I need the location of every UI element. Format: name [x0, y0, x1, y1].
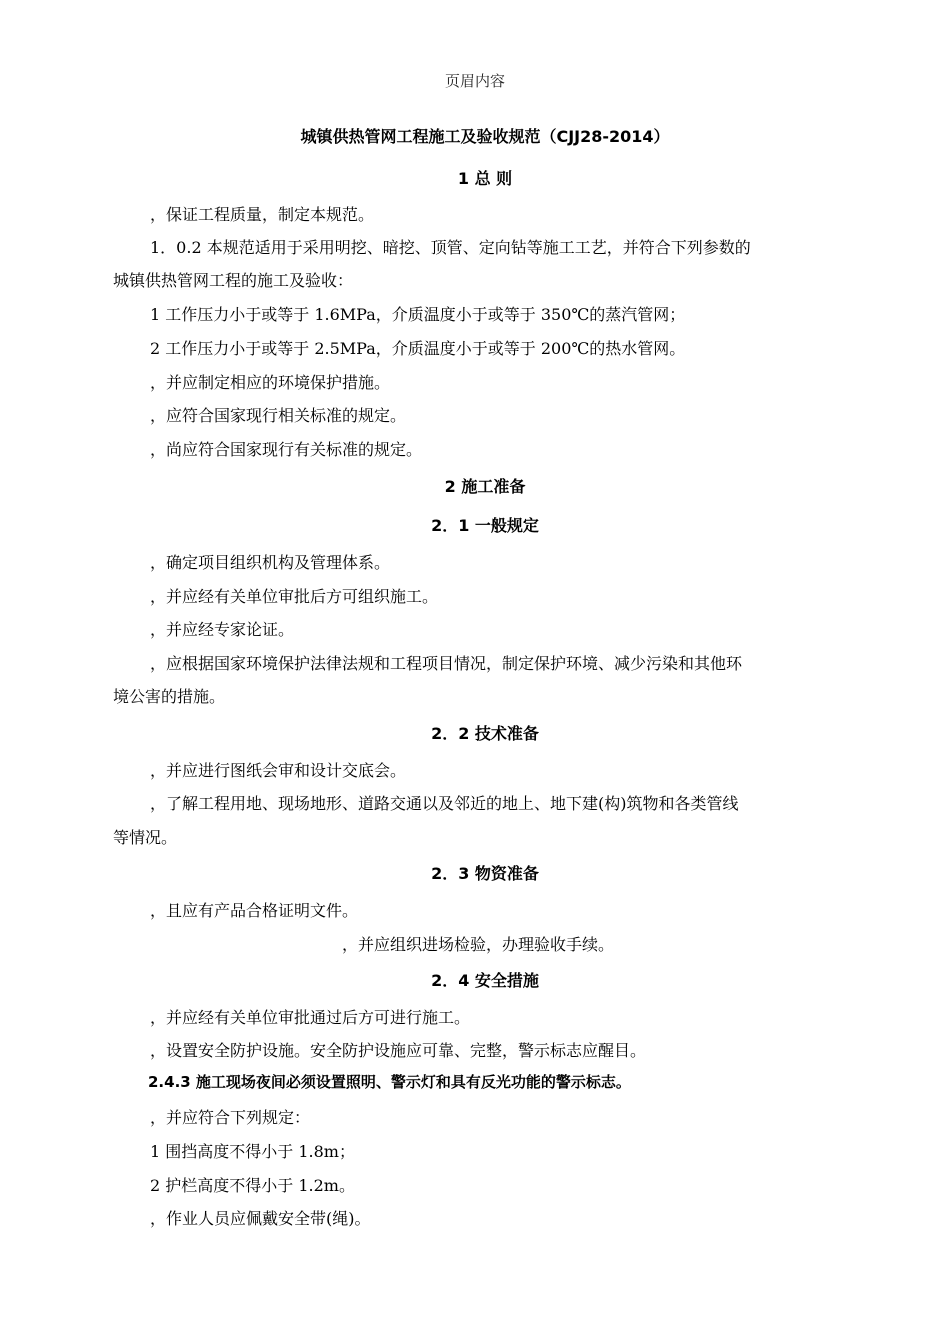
- paragraph-line: ，并应经专家论证。: [150, 620, 295, 639]
- paragraph-line: ，并应符合下列规定：: [150, 1108, 311, 1127]
- section-2-2-heading: 2．2 技术准备: [431, 724, 539, 743]
- paragraph-line: 城镇供热管网工程的施工及验收：: [113, 271, 354, 290]
- paragraph-line: ，作业人员应佩戴安全带(绳)。: [150, 1209, 371, 1228]
- paragraph-line: ，并应进行图纸会审和设计交底会。: [150, 761, 407, 780]
- paragraph-line: ，并应组织进场检验，办理验收手续。: [342, 935, 615, 954]
- clause-2-4-3: 2.4.3 施工现场夜间必须设置照明、警示灯和具有反光功能的警示标志。: [148, 1073, 631, 1091]
- section-2-3-heading: 2．3 物资准备: [431, 864, 539, 883]
- section-2-heading: 2 施工准备: [444, 477, 526, 496]
- section-2-4-heading: 2．4 安全措施: [431, 971, 539, 990]
- paragraph-line: ，确定项目组织机构及管理体系。: [150, 553, 391, 572]
- paragraph-line: ，尚应符合国家现行有关标准的规定。: [150, 440, 423, 459]
- section-1-heading: 1 总 则: [457, 169, 513, 188]
- paragraph-line: ，并应经有关单位审批后方可组织施工。: [150, 587, 439, 606]
- paragraph-line: ，了解工程用地、现场地形、道路交通以及邻近的地上、地下建(构)筑物和各类管线: [150, 794, 739, 813]
- page-header: 页眉内容: [444, 72, 505, 90]
- paragraph-line: ，且应有产品合格证明文件。: [150, 901, 359, 920]
- paragraph-line: 2 护栏高度不得小于 1.2m。: [150, 1176, 355, 1195]
- paragraph-line: 1 工作压力小于或等于 1.6MPa，介质温度小于或等于 350℃的蒸汽管网；: [150, 305, 686, 324]
- paragraph-line: 境公害的措施。: [113, 687, 226, 706]
- paragraph-line: 等情况。: [113, 828, 178, 847]
- paragraph-line: ，并应经有关单位审批通过后方可进行施工。: [150, 1008, 471, 1027]
- paragraph-line: 2 工作压力小于或等于 2.5MPa，介质温度小于或等于 200℃的热水管网。: [150, 339, 686, 358]
- paragraph-line: 1．0.2 本规范适用于采用明挖、暗挖、顶管、定向钻等施工工艺，并符合下列参数的: [150, 238, 751, 257]
- section-2-1-heading: 2．1 一般规定: [431, 516, 539, 535]
- paragraph-line: 1 围挡高度不得小于 1.8m；: [150, 1142, 355, 1161]
- paragraph-line: ，应根据国家环境保护法律法规和工程项目情况，制定保护环境、减少污染和其他环: [150, 654, 743, 673]
- paragraph-line: ，设置安全防护设施。安全防护设施应可靠、完整，警示标志应醒目。: [150, 1041, 647, 1060]
- paragraph-line: ，应符合国家现行相关标准的规定。: [150, 406, 407, 425]
- paragraph-line: ，并应制定相应的环境保护措施。: [150, 373, 391, 392]
- document-title: 城镇供热管网工程施工及验收规范（CJJ28-2014）: [300, 127, 670, 146]
- paragraph-line: ，保证工程质量，制定本规范。: [150, 205, 375, 224]
